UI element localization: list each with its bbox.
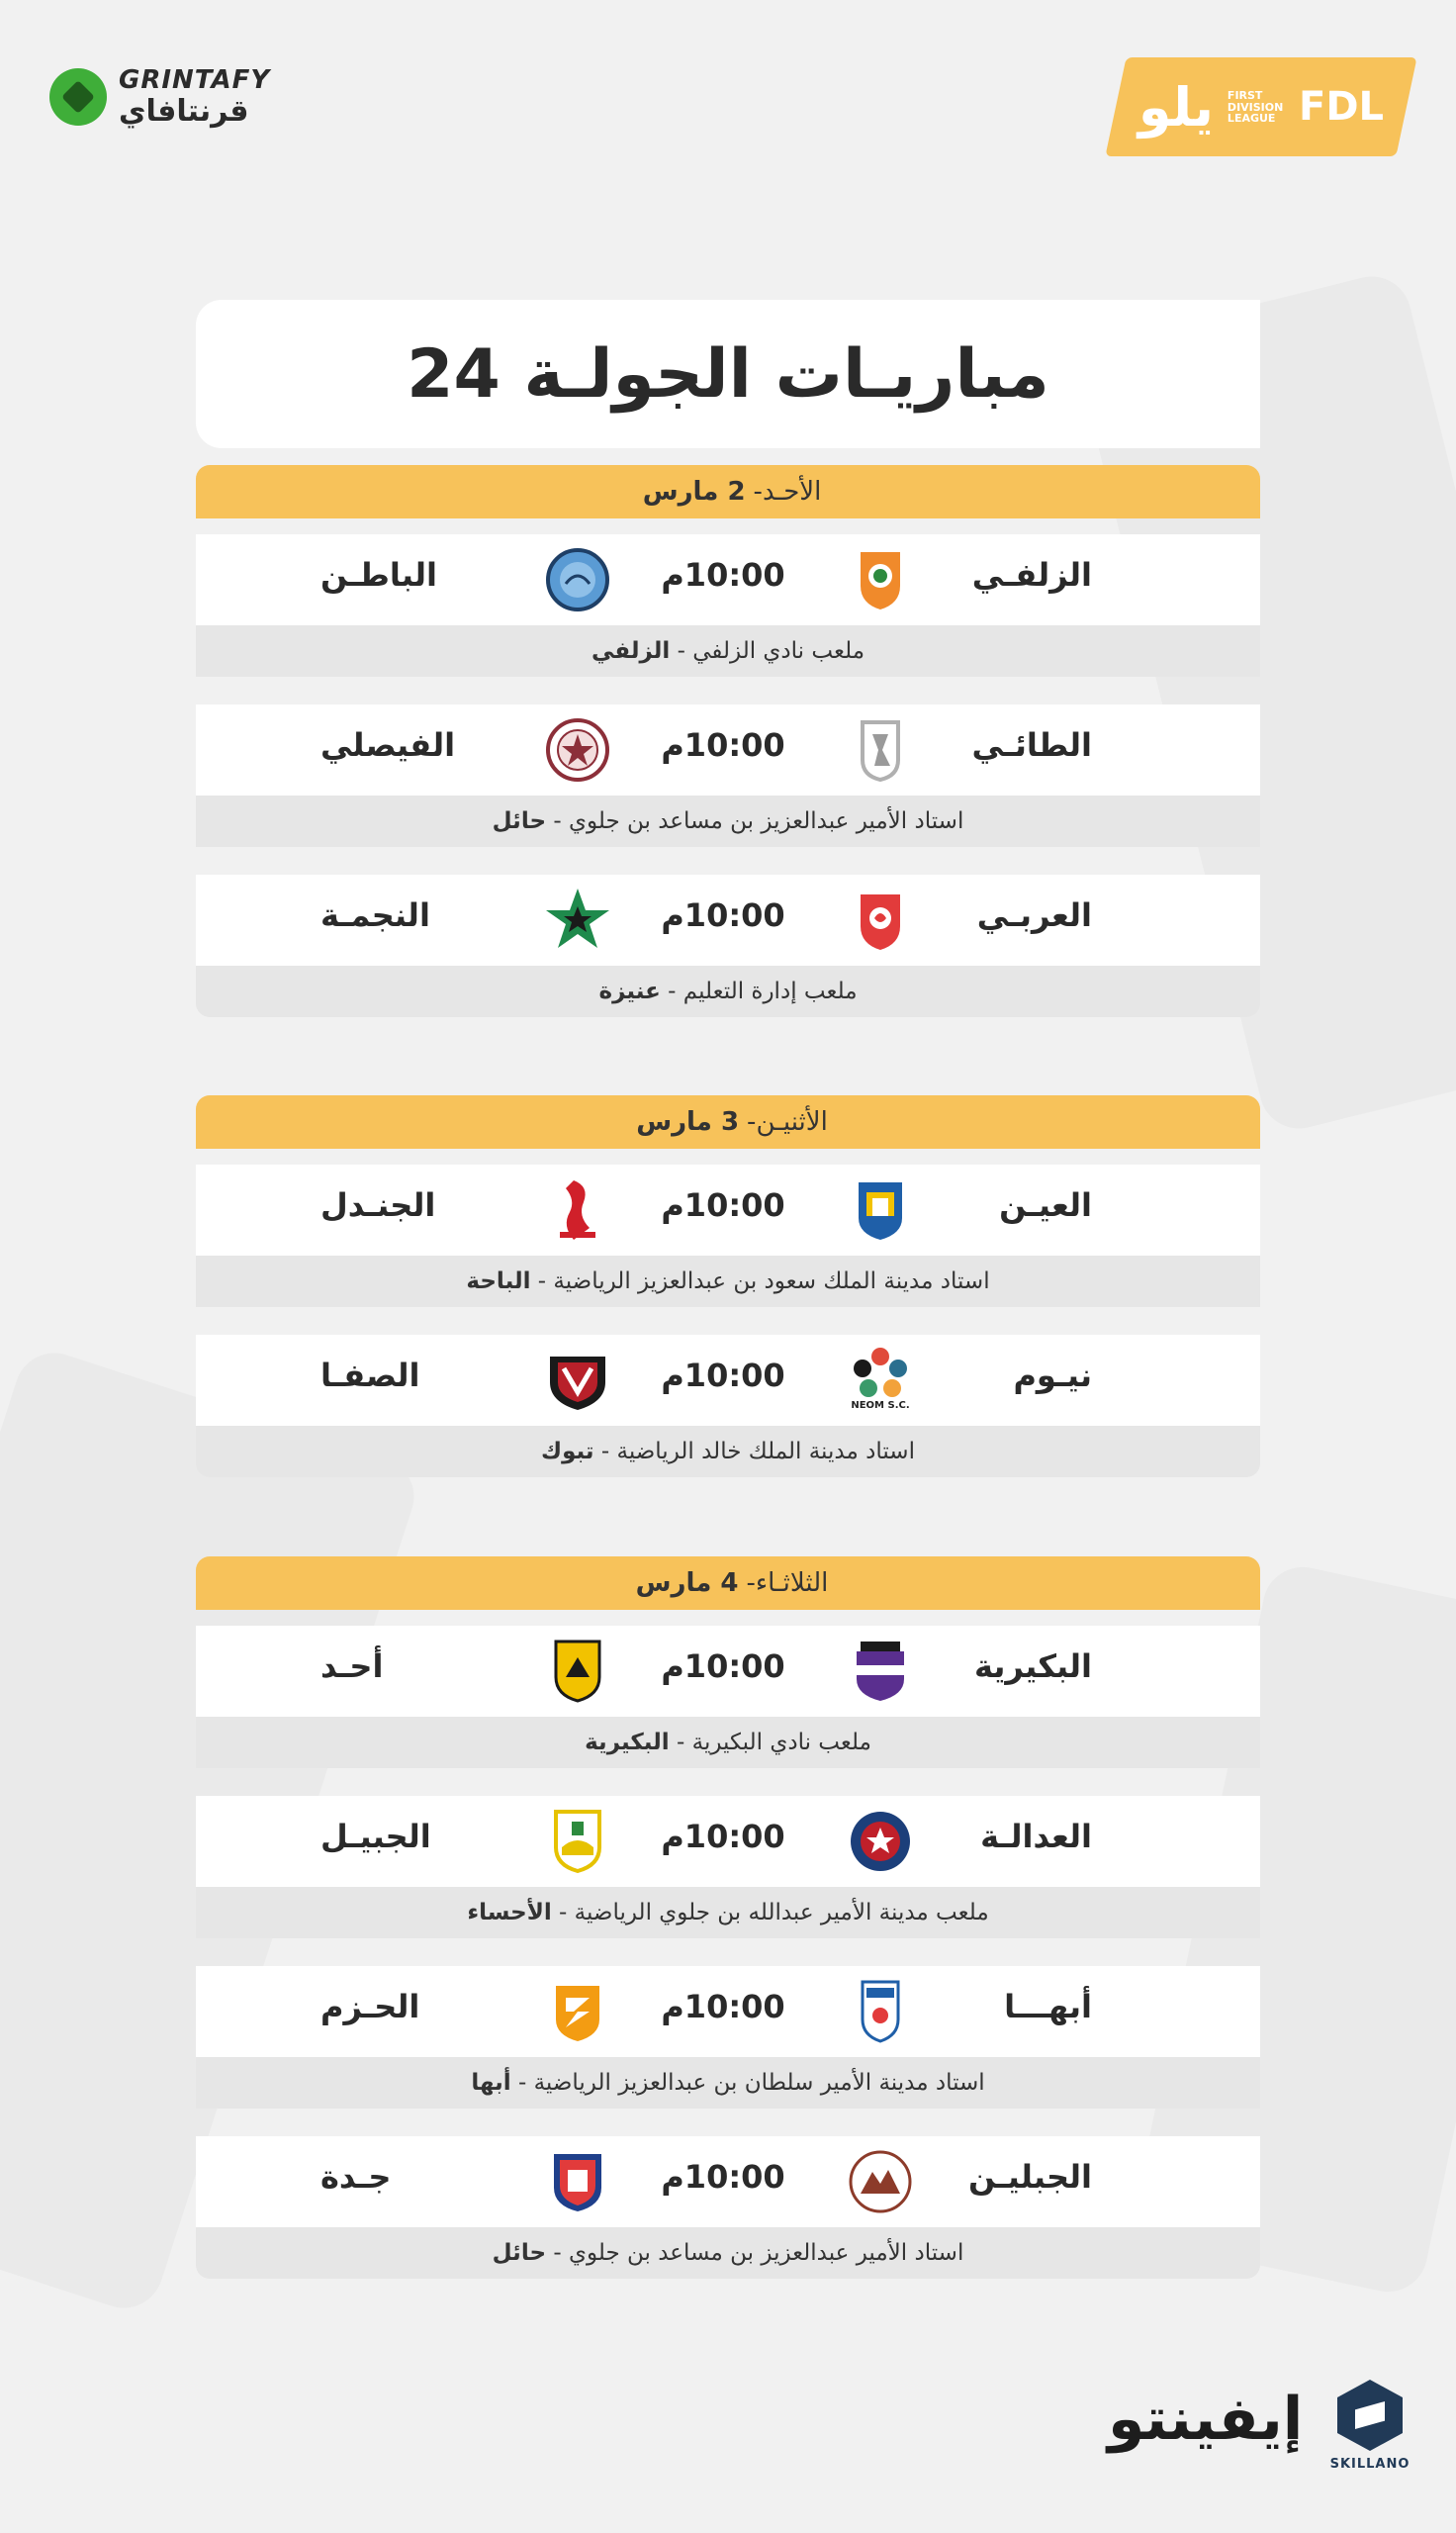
venue-city: عنيزة: [598, 979, 661, 1004]
home-team: الطائـي: [971, 726, 1092, 764]
match-time: 10:00م: [661, 896, 785, 934]
day-date: 4 مارس: [635, 1568, 739, 1598]
league-small-text: FIRST DIVISION LEAGUE: [1228, 88, 1284, 125]
fdl-logo: [1105, 57, 1416, 156]
skillano-text: SKILLANO: [1329, 2457, 1410, 2472]
venue-name: ملعب إدارة التعليم: [682, 979, 858, 1004]
home-team-logo-icon: [847, 546, 914, 613]
venue: ملعب مدينة الأمير عبدالله بن جلوي الرياضية - الأحساء: [196, 1887, 1260, 1938]
away-team-logo-icon: [544, 1176, 611, 1244]
home-team: العدالـة: [980, 1818, 1092, 1855]
venue: استاد مدينة الأمير سلطان بن عبدالعزيز الرياضية - أبها: [196, 2057, 1260, 2109]
ball-icon: [49, 68, 107, 126]
match-card: [196, 875, 1260, 1021]
home-team-logo-icon: [847, 1808, 914, 1875]
home-team: الجبليـن: [968, 2158, 1092, 2196]
page-title: مباريـات الجولـة 24: [407, 334, 1049, 414]
match-row: [196, 1626, 1260, 1717]
match-row: [196, 704, 1260, 796]
venue-name: ملعب مدينة الأمير عبدالله بن جلوي الرياضية: [574, 1900, 989, 1925]
match-card: [196, 1966, 1260, 2112]
home-team: نيـوم: [1013, 1357, 1092, 1394]
away-team: الفيصلي: [320, 726, 456, 764]
match-time: 10:00م: [661, 1988, 785, 2025]
skillano-hex-icon: [1337, 2380, 1403, 2451]
away-team: الجنـدل: [320, 1186, 436, 1224]
match-time: 10:00م: [661, 2158, 785, 2196]
neom-logo-icon: [853, 1347, 908, 1398]
home-team-logo-icon: [847, 2148, 914, 2215]
venue-city: الباحة: [466, 1268, 531, 1294]
home-team-logo-icon: [847, 716, 914, 784]
venue-name: استاد مدينة الأمير سلطان بن عبدالعزيز الرياضية: [533, 2070, 985, 2096]
away-team-logo-icon: [544, 546, 611, 613]
venue: ملعب نادي البكيرية - البكيرية: [196, 1717, 1260, 1768]
venue: ملعب نادي الزلفي - الزلفي: [196, 625, 1260, 677]
match-row: [196, 1966, 1260, 2057]
away-team-logo-icon: [544, 1347, 611, 1414]
away-team-logo-icon: [544, 1638, 611, 1705]
venue-name: استاد مدينة الملك خالد الرياضية: [616, 1439, 915, 1464]
day-header: الأثنيـن - 3 مارس: [196, 1095, 1260, 1149]
title-card: [196, 300, 1260, 448]
venue: استاد الأمير عبدالعزيز بن مساعد بن جلوي - حائل: [196, 796, 1260, 847]
match-card: [196, 534, 1260, 681]
match-row: [196, 534, 1260, 625]
efantu-text: إيفينتو: [1108, 2385, 1304, 2454]
home-team-logo-icon: [847, 1176, 914, 1244]
away-team: الحـزم: [320, 1988, 420, 2025]
venue: ملعب إدارة التعليم - عنيزة: [196, 966, 1260, 1017]
day-date: 3 مارس: [636, 1107, 740, 1137]
home-team: أبهـــا: [1004, 1988, 1092, 2025]
venue-name: استاد مدينة الملك سعود بن عبدالعزيز الرياضية: [553, 1268, 990, 1294]
fdl-text: FDL: [1299, 84, 1385, 130]
match-card: [196, 1626, 1260, 1772]
match-row: [196, 1335, 1260, 1426]
match-row: [196, 1796, 1260, 1887]
match-time: 10:00م: [661, 1647, 785, 1685]
venue: استاد مدينة الملك سعود بن عبدالعزيز الرياضية - الباحة: [196, 1256, 1260, 1307]
away-team: النجمـة: [320, 896, 430, 934]
home-team-logo-icon: [847, 1638, 914, 1705]
match-card: [196, 704, 1260, 851]
day-name: الأثنيـن: [756, 1107, 828, 1137]
match-time: 10:00م: [661, 1357, 785, 1394]
away-team-logo-icon: [544, 716, 611, 784]
match-row: [196, 1165, 1260, 1256]
away-team-logo-icon: [544, 887, 611, 954]
skillano-logo: [1330, 2380, 1410, 2472]
venue-name: ملعب نادي البكيرية: [691, 1730, 871, 1755]
day-name: الأحـد: [762, 477, 822, 507]
yelo-text: يلو: [1138, 75, 1215, 139]
home-team: العربـي: [976, 896, 1092, 934]
away-team: الباطـن: [320, 556, 437, 594]
venue-city: البكيرية: [585, 1730, 670, 1755]
day-date: 2 مارس: [642, 477, 746, 507]
home-team-logo-icon: [847, 1978, 914, 2045]
home-team: العيـن: [999, 1186, 1092, 1224]
venue-city: أبها: [471, 2070, 511, 2096]
away-team: جـدة: [320, 2158, 392, 2196]
match-time: 10:00م: [661, 556, 785, 594]
away-team-logo-icon: [544, 1808, 611, 1875]
neom-caption: NEOM S.C.: [851, 1400, 910, 1411]
match-time: 10:00م: [661, 1186, 785, 1224]
day-header: الثلاثـاء - 4 مارس: [196, 1556, 1260, 1610]
efantu-logo: [1108, 2385, 1303, 2454]
home-team-logo-icon: [847, 887, 914, 954]
day-header: الأحـد - 2 مارس: [196, 465, 1260, 518]
venue-name: ملعب نادي الزلفي: [692, 638, 865, 664]
away-team-logo-icon: [544, 1978, 611, 2045]
venue-city: الأحساء: [467, 1900, 552, 1925]
grintafy-en: GRINTAFY: [119, 65, 271, 95]
match-time: 10:00م: [661, 1818, 785, 1855]
match-card: [196, 2136, 1260, 2283]
match-time: 10:00م: [661, 726, 785, 764]
venue: استاد مدينة الملك خالد الرياضية - تبوك: [196, 1426, 1260, 1477]
match-card: [196, 1335, 1260, 1481]
match-card: [196, 1165, 1260, 1311]
venue-city: الزلفي: [592, 638, 671, 664]
match-card: [196, 1796, 1260, 1942]
home-team: البكيرية: [973, 1647, 1092, 1685]
away-team: الصفـا: [320, 1357, 420, 1394]
venue-name: استاد الأمير عبدالعزيز بن مساعد بن جلوي: [568, 808, 964, 834]
venue-city: تبوك: [541, 1439, 594, 1464]
venue-city: حائل: [492, 808, 547, 834]
away-team: الجبيـل: [320, 1818, 431, 1855]
away-team-logo-icon: [544, 2148, 611, 2215]
day-name: الثلاثـاء: [755, 1568, 829, 1598]
away-team: أحـد: [320, 1647, 384, 1685]
grintafy-ar: قرنتافاي: [119, 94, 249, 129]
home-team: الزلفـي: [971, 556, 1092, 594]
match-row: [196, 2136, 1260, 2227]
venue-city: حائل: [492, 2240, 547, 2266]
grintafy-logo: [49, 67, 270, 127]
home-team-logo: [847, 1347, 914, 1414]
venue-name: استاد الأمير عبدالعزيز بن مساعد بن جلوي: [568, 2240, 964, 2266]
venue: استاد الأمير عبدالعزيز بن مساعد بن جلوي - حائل: [196, 2227, 1260, 2279]
match-row: [196, 875, 1260, 966]
